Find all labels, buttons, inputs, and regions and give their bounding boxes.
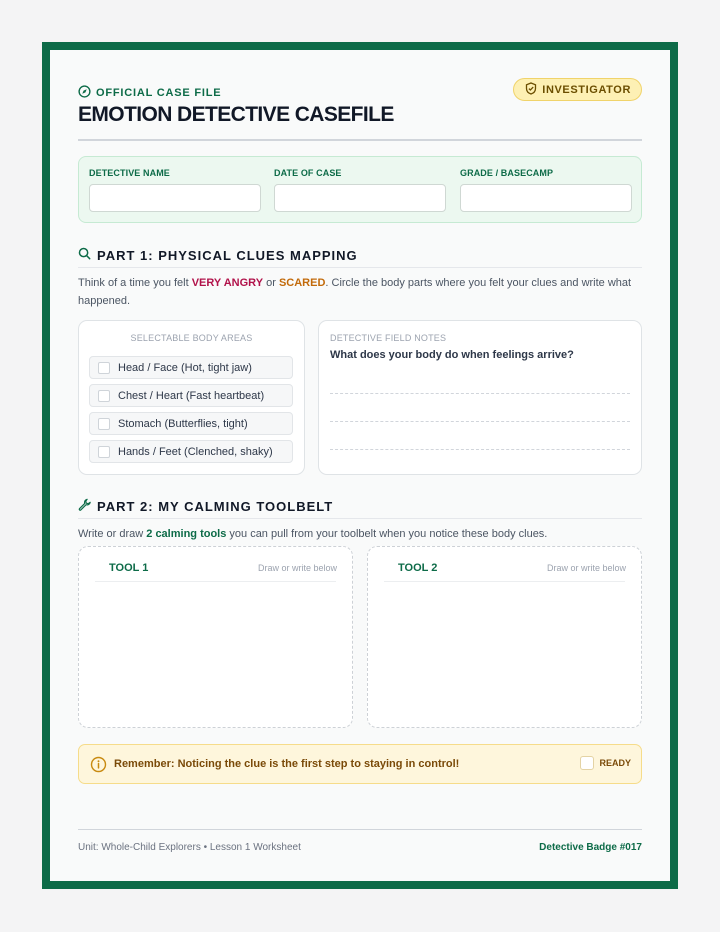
detective-name-field-group — [89, 168, 261, 212]
grade-basecamp-field-group — [460, 168, 632, 212]
body-area-checkbox[interactable] — [98, 390, 110, 402]
detective-name-label: DETECTIVE NAME — [89, 168, 170, 178]
ready-checkbox[interactable] — [580, 756, 594, 770]
worksheet-frame — [42, 42, 678, 889]
compass-icon — [78, 85, 91, 101]
page-title: EMOTION DETECTIVE CASEFILE — [78, 103, 394, 126]
notes-writing-line[interactable] — [330, 421, 630, 422]
case-info-panel — [78, 156, 642, 223]
reminder-banner — [78, 744, 642, 784]
part2-instructions — [78, 525, 642, 543]
tool-2-hint: Draw or write below — [546, 563, 626, 573]
body-area-head-face[interactable] — [89, 356, 293, 379]
footer-divider — [78, 829, 642, 830]
wrench-icon — [78, 498, 91, 514]
part2-divider — [78, 518, 642, 519]
ready-toggle[interactable] — [580, 756, 631, 770]
date-of-case-label: DATE OF CASE — [274, 168, 342, 178]
detective-name-input[interactable] — [89, 184, 261, 212]
part1-heading — [78, 247, 358, 263]
part2-instr-b: you can pull from your toolbelt when you notice these body clues. — [226, 528, 548, 540]
date-of-case-input[interactable] — [274, 184, 446, 212]
part2-heading — [78, 498, 333, 514]
body-area-label: Head / Face (Hot, tight jaw) — [118, 361, 252, 374]
body-area-label: Stomach (Butterflies, tight) — [118, 417, 248, 430]
part1-instr-b: . Circle the body parts where you felt your clues and write what happened. — [78, 277, 632, 307]
badge-label: INVESTIGATOR — [542, 83, 631, 96]
part2-instr-a: Write or draw — [78, 528, 147, 540]
body-areas-card — [78, 320, 305, 475]
part2-title: PART 2: MY CALMING TOOLBELT — [97, 498, 334, 514]
field-notes-card — [318, 320, 642, 475]
body-area-chest-heart[interactable] — [89, 384, 293, 407]
footer-badge-number: Detective Badge #017 — [539, 842, 642, 853]
body-area-label: Hands / Feet (Clenched, shaky) — [118, 445, 273, 458]
tool-1-hint: Draw or write below — [257, 563, 337, 573]
field-notes-label: DETECTIVE FIELD NOTES — [330, 333, 447, 343]
part1-instr-a: Think of a time you felt — [78, 277, 192, 289]
tool-2-divider — [384, 581, 625, 582]
notes-writing-line[interactable] — [330, 393, 630, 394]
reminder-text: Remember: Noticing the clue is the first step to staying in control! — [114, 758, 460, 770]
part1-title: PART 1: PHYSICAL CLUES MAPPING — [97, 247, 358, 263]
scared-keyword: SCARED — [278, 277, 326, 289]
eyebrow-label: OFFICIAL CASE FILE — [96, 87, 222, 99]
part1-divider — [78, 267, 642, 268]
notes-writing-line[interactable] — [330, 449, 630, 450]
body-areas-label: SELECTABLE BODY AREAS — [130, 333, 253, 343]
part1-instr-or: or — [263, 277, 279, 289]
investigator-badge — [513, 78, 642, 101]
body-area-hands-feet[interactable] — [89, 440, 293, 463]
body-area-checkbox[interactable] — [98, 418, 110, 430]
body-area-label: Chest / Heart (Fast heartbeat) — [118, 389, 265, 402]
part1-instructions — [78, 274, 642, 310]
body-area-checkbox[interactable] — [98, 446, 110, 458]
footer-unit-text: Unit: Whole-Child Explorers • Lesson 1 Worksheet — [78, 842, 301, 853]
date-of-case-field-group — [274, 168, 446, 212]
body-area-checkbox[interactable] — [98, 362, 110, 374]
info-icon — [90, 756, 107, 778]
grade-basecamp-label: GRADE / BASECAMP — [460, 168, 554, 178]
tool-2-label: TOOL 2 — [398, 562, 438, 574]
search-icon — [78, 247, 91, 263]
tool-1-box[interactable] — [78, 546, 353, 728]
body-area-stomach[interactable] — [89, 412, 293, 435]
tool-1-label: TOOL 1 — [109, 562, 149, 574]
angry-keyword: VERY ANGRY — [191, 277, 264, 289]
header-divider — [78, 139, 642, 141]
tool-1-divider — [95, 581, 336, 582]
calming-tools-keyword: 2 calming tools — [146, 528, 227, 540]
case-file-eyebrow — [78, 85, 221, 101]
ready-label: READY — [599, 758, 631, 768]
field-notes-question: What does your body do when feelings arrive? — [330, 349, 574, 361]
grade-basecamp-input[interactable] — [460, 184, 632, 212]
tool-2-box[interactable] — [367, 546, 642, 728]
shield-check-icon — [525, 82, 537, 98]
